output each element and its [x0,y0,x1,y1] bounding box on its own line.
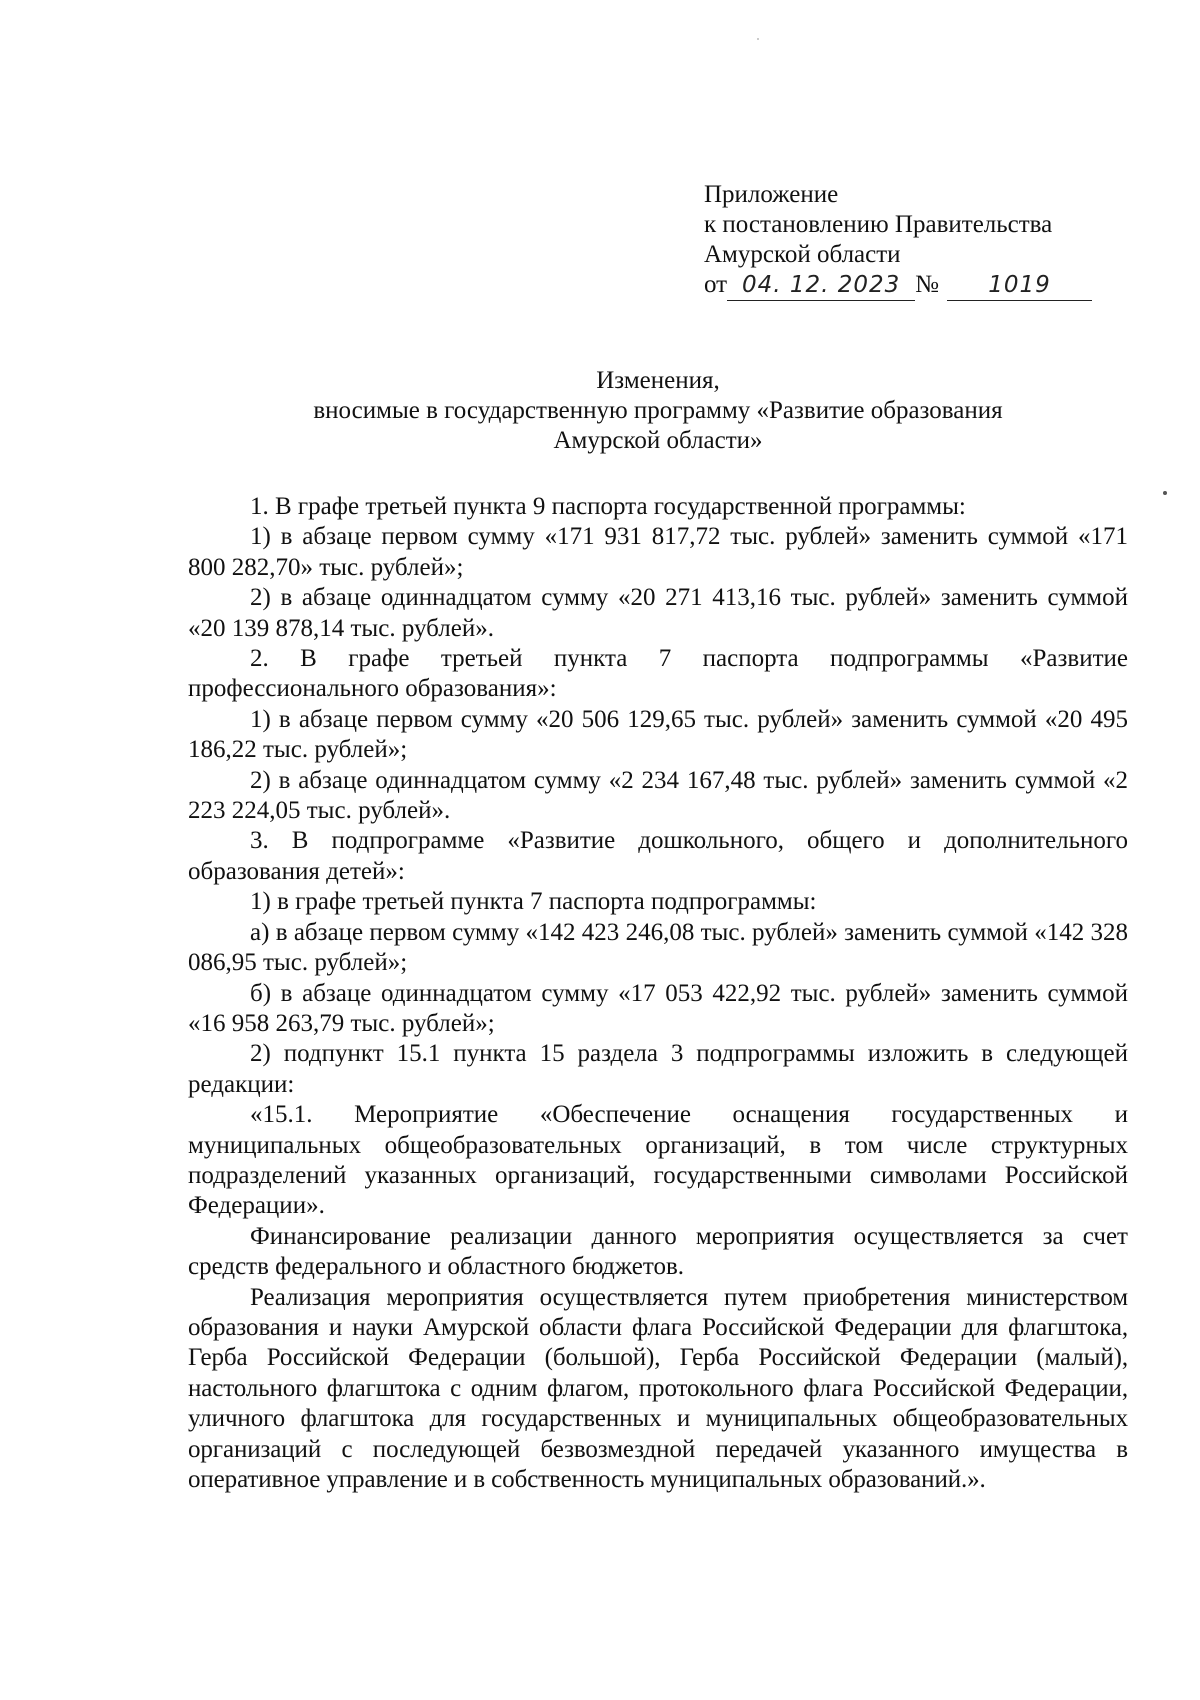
appendix-line-1: Приложение [704,181,839,208]
scan-speck [1163,491,1167,495]
title-line-3: Амурской области» [553,427,763,454]
scan-speck [757,38,759,40]
paragraph-6: 2) в абзаце одиннадцатом сумму «2 234 167,48 тыс. рублей» заменить суммой «2 223 224,05 тыс. рублей». [188,766,1128,825]
document-title [188,366,1128,456]
paragraph-7: 3. В подпрограмме «Развитие дошкольного, общего и дополнительного образования детей»: [188,827,1128,885]
paragraph-2: 1) в абзаце первом сумму «171 931 817,72 тыс. рублей» заменить суммой «171 800 282,70» тыс. рублей»; [188,523,1128,581]
paragraph-14: Реализация мероприятия осуществляется путем приобретения министерством образования и науки Амурской области флага Российской Федерации для флагштока, Герба Российской Федерации (большой), Герба Российской Федерации (малый), настольного флагштока с одним флагом, протокольного флага Российской Федерации, уличного флагштока для государственных и муниципальных общеобразовательных организаций с последующей безвозмездной передачей указанного имущества в оперативное управление и в собственность муниципальных образований.». [188,1283,1128,1493]
paragraph-8: 1) в графе третьей пункта 7 паспорта подпрограммы: [250,888,817,916]
paragraph-11: 2) подпункт 15.1 пункта 15 раздела 3 подпрограммы изложить в следующей редакции: [188,1040,1128,1098]
title-line-2: вносимые в государственную программу «Развитие образования [313,397,1003,424]
title-line-1: Изменения, [596,367,720,394]
paragraph-5: 1) в абзаце первом сумму «20 506 129,65 тыс. рублей» заменить суммой «20 495 186,22 тыс. рублей»; [188,705,1128,764]
handwritten-number: 1019 [988,272,1051,298]
paragraph-3: 2) в абзаце одиннадцатом сумму «20 271 413,16 тыс. рублей» заменить суммой «20 139 878,14 тыс. рублей». [188,584,1128,642]
paragraph-13: Финансирование реализации данного мероприятия осуществляется за счет средств федерального и областного бюджетов. [188,1222,1128,1281]
handwritten-date: 04. 12. 2023 [741,272,901,298]
date-field [727,270,915,301]
number-sign: № [915,271,939,298]
appendix-date-line [704,270,1124,301]
appendix-line-3: Амурской области [704,241,901,268]
paragraph-12: «15.1. Мероприятие «Обеспечение оснащения государственных и муниципальных общеобразовательных организаций, в том числе структурных подразделений указанных организаций, государственными символами Российской Федерации». [188,1101,1128,1220]
paragraph-1: 1. В графе третьей пункта 9 паспорта государственной программы: [250,493,966,520]
date-prefix: от [704,271,728,298]
appendix-line-2: к постановлению Правительства [704,211,1053,238]
paragraph-10: б) в абзаце одиннадцатом сумму «17 053 422,92 тыс. рублей» заменить суммой «16 958 263,79 тыс. рублей»; [188,979,1128,1037]
paragraph-9: а) в абзаце первом сумму «142 423 246,08 тыс. рублей» заменить суммой «142 328 086,95 тыс. рублей»; [188,918,1128,977]
appendix-header [704,180,1124,301]
paragraph-4: 2. В графе третьей пункта 7 паспорта подпрограммы «Развитие профессионального образования»: [188,645,1128,703]
number-field [947,270,1092,301]
document-body [188,492,1128,1495]
